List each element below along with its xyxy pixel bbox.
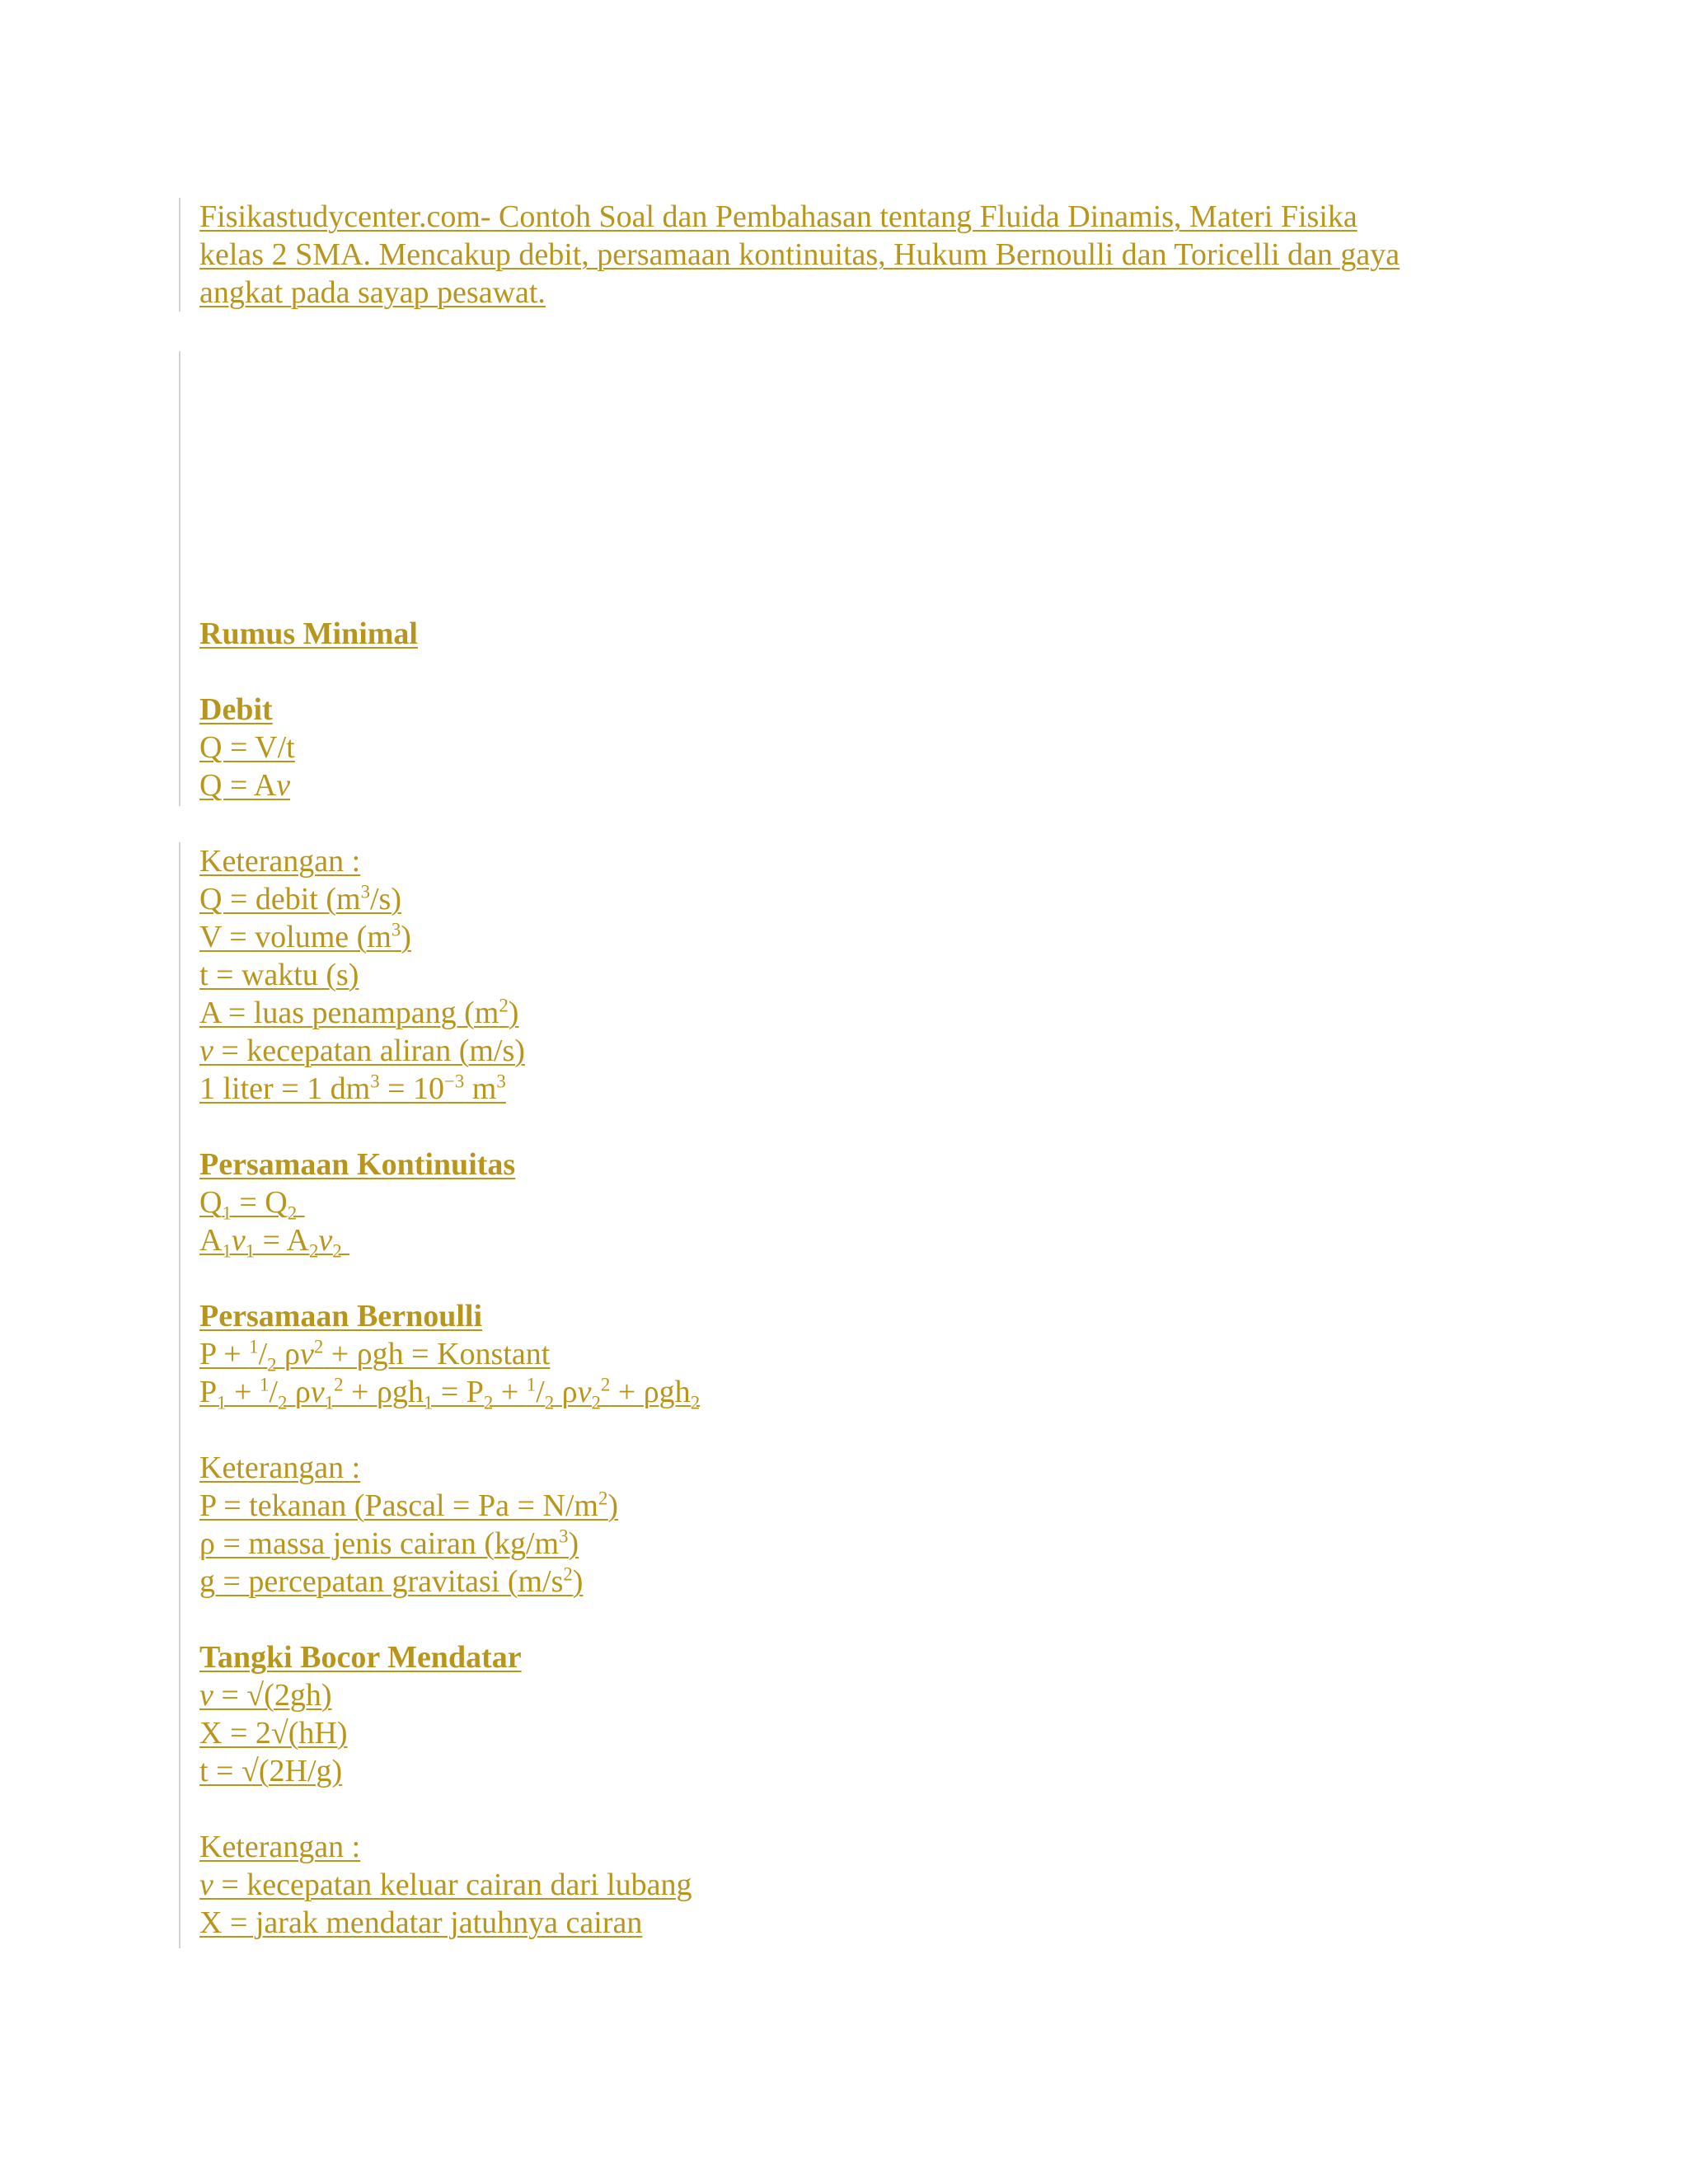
formula-x-2sqrt-hh[interactable]: X = 2√(hH) [199, 1716, 348, 1750]
def-luas[interactable]: A = luas penampang $(m^2)$ [199, 995, 519, 1030]
keterangan-heading-1[interactable]: Keterangan : [199, 844, 361, 879]
document-body [199, 198, 1518, 1942]
quote-bar-1 [179, 198, 181, 312]
formula-v-sqrt-2gh[interactable]: v = √(2gh) [199, 1678, 332, 1713]
heading-tangki-bocor[interactable]: Tangki Bocor Mendatar [199, 1640, 522, 1675]
formula-t-sqrt-2h-g[interactable]: t = √(2H/g) [199, 1754, 343, 1788]
def-volume[interactable]: V = volume $(m^3)$ [199, 919, 411, 954]
def-gravitasi[interactable]: g = percepatan gravitasi $(m/s^2)$ [199, 1563, 584, 1599]
def-kecepatan-keluar[interactable]: v = kecepatan keluar cairan dari lubang [199, 1868, 692, 1902]
quote-bar-3 [179, 842, 181, 1948]
def-massa-jenis[interactable]: ρ = massa jenis cairan $(kg/m^3)$ [199, 1526, 579, 1561]
def-waktu[interactable]: t = waktu (s) [199, 958, 359, 992]
formula-a1v1-a2v2[interactable]: $A_1v_1 = A_2v_2$ [199, 1223, 342, 1262]
def-jarak-mendatar[interactable]: X = jarak mendatar jatuhnya cairan [199, 1905, 643, 1940]
formula-q-v-t[interactable]: Q = V/t [199, 730, 295, 765]
heading-rumus-minimal[interactable]: Rumus Minimal [199, 616, 418, 651]
intro-line-2[interactable]: kelas 2 SMA. Mencakup debit, persamaan kontinuitas, Hukum Bernoulli dan Toricelli dan gaya [199, 237, 1400, 272]
keterangan-heading-3[interactable]: Keterangan : [199, 1830, 361, 1864]
formula-bernoulli-konstant[interactable]: $P + ^1/_2$ $\rho v^2 + \rho gh$ = Konstant [199, 1336, 551, 1376]
blank-space [199, 312, 1518, 615]
keterangan-heading-2[interactable]: Keterangan : [199, 1451, 361, 1485]
def-tekanan[interactable]: P = tekanan (Pascal = $Pa = N/m^2$) [199, 1488, 619, 1523]
heading-bernoulli[interactable]: Persamaan Bernoulli [199, 1299, 483, 1333]
formula-q1-q2[interactable]: $Q_1 = Q_2$ [199, 1185, 298, 1224]
intro-line-3[interactable]: angkat pada sayap pesawat. [199, 275, 546, 310]
heading-kontinuitas[interactable]: Persamaan Kontinuitas [199, 1147, 516, 1182]
def-debit[interactable]: Q = debit $(m^3/s)$ [199, 881, 401, 916]
def-liter[interactable]: 1 liter = 1 $dm^3 = 10^{-3}$ $m^3$ [199, 1071, 506, 1106]
formula-bernoulli-two-points[interactable]: $P_1 + ^1/_2$ $\rho v_1^2 + \rho gh_1 = P_2 + ^1/_2$ $\rho v_2^2 + \rho gh_2$ [199, 1374, 701, 1413]
def-kecepatan[interactable]: v = kecepatan aliran (m/s) [199, 1033, 525, 1068]
intro-line-1[interactable]: Fisikastudycenter.com- Contoh Soal dan Pembahasan tentang Fluida Dinamis, Materi Fisika [199, 199, 1357, 234]
heading-debit[interactable]: Debit [199, 692, 273, 727]
quote-bar-2 [179, 351, 181, 806]
formula-q-av[interactable]: Q = Av [199, 768, 291, 803]
